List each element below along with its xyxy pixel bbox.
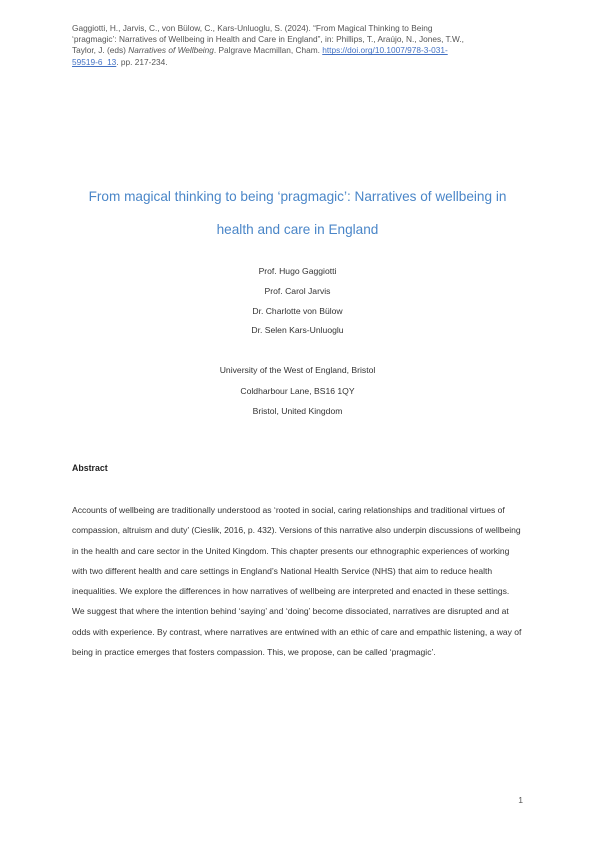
paper-title-line-2: health and care in England	[216, 222, 379, 237]
author-list	[0, 262, 595, 341]
citation-line-1: Gaggiotti, H., Jarvis, C., von Bülow, C., Kars-Unluoglu, S. (2024). “From Magical Thinking to Being	[72, 23, 433, 33]
citation-pages: . pp. 217-234.	[116, 56, 168, 67]
author-name: Prof. Hugo Gaggiotti	[258, 266, 337, 276]
author-name: Dr. Selen Kars-Unluoglu	[251, 325, 344, 336]
paper-title-line-1: From magical thinking to being ‘pragmagic’: Narratives of wellbeing in	[88, 189, 507, 204]
citation-block	[72, 23, 517, 68]
citation-line-4	[72, 57, 517, 68]
citation-editors: Taylor, J. (eds)	[72, 45, 129, 56]
abstract-heading: Abstract	[72, 463, 108, 473]
citation-book-title: Narratives of Wellbeing	[128, 45, 214, 56]
abstract-body: Accounts of wellbeing are traditionally understood as ‘rooted in social, caring relationships and traditional virtues of compassion, altruism and duty’ (Cieslik, 2016, p. 432). Versions of this narrative also underpin discussions of wellbeing in the health and care sector in the United Kingdom. This chapter presents our ethnographic experiences of working with two different health and care settings in England’s National Health Service (NHS) that aim to reduce health inequalities. We explore the differences in how narratives of wellbeing are interpreted and enacted in these settings. We suggest that where the intention behind ‘saying’ and ‘doing’ become dissociated, narratives are disrupted and at odds with experience. By contrast, where narratives are entwined with an ethic of care and empathic listening, a way of being in practice emerges that fosters compassion. This, we propose, can be called ‘pragmagic’.	[72, 505, 522, 658]
doi-link-part-1[interactable]: https://doi.org/10.1007/978-3-031-	[322, 45, 448, 56]
page-number: 1	[518, 795, 523, 805]
paper-title	[60, 180, 535, 246]
doi-link-part-2[interactable]: 59519-6_13	[72, 56, 117, 67]
affiliation-city: Bristol, United Kingdom	[252, 406, 343, 416]
citation-publisher: . Palgrave Macmillan, Cham.	[213, 45, 323, 56]
affiliation-institution: University of the West of England, Bristol	[219, 365, 376, 375]
citation-line-3	[72, 45, 517, 56]
author-name: Dr. Charlotte von Bülow	[252, 305, 343, 316]
affiliation-street: Coldharbour Lane, BS16 1QY	[240, 385, 355, 396]
affiliation-block	[0, 360, 595, 422]
author-name: Prof. Carol Jarvis	[264, 285, 331, 296]
citation-line-2: ‘pragmagic’: Narratives of Wellbeing in Health and Care in England”, in: Phillips, T., Araújo, N., Jones, T.W.,	[72, 34, 464, 45]
